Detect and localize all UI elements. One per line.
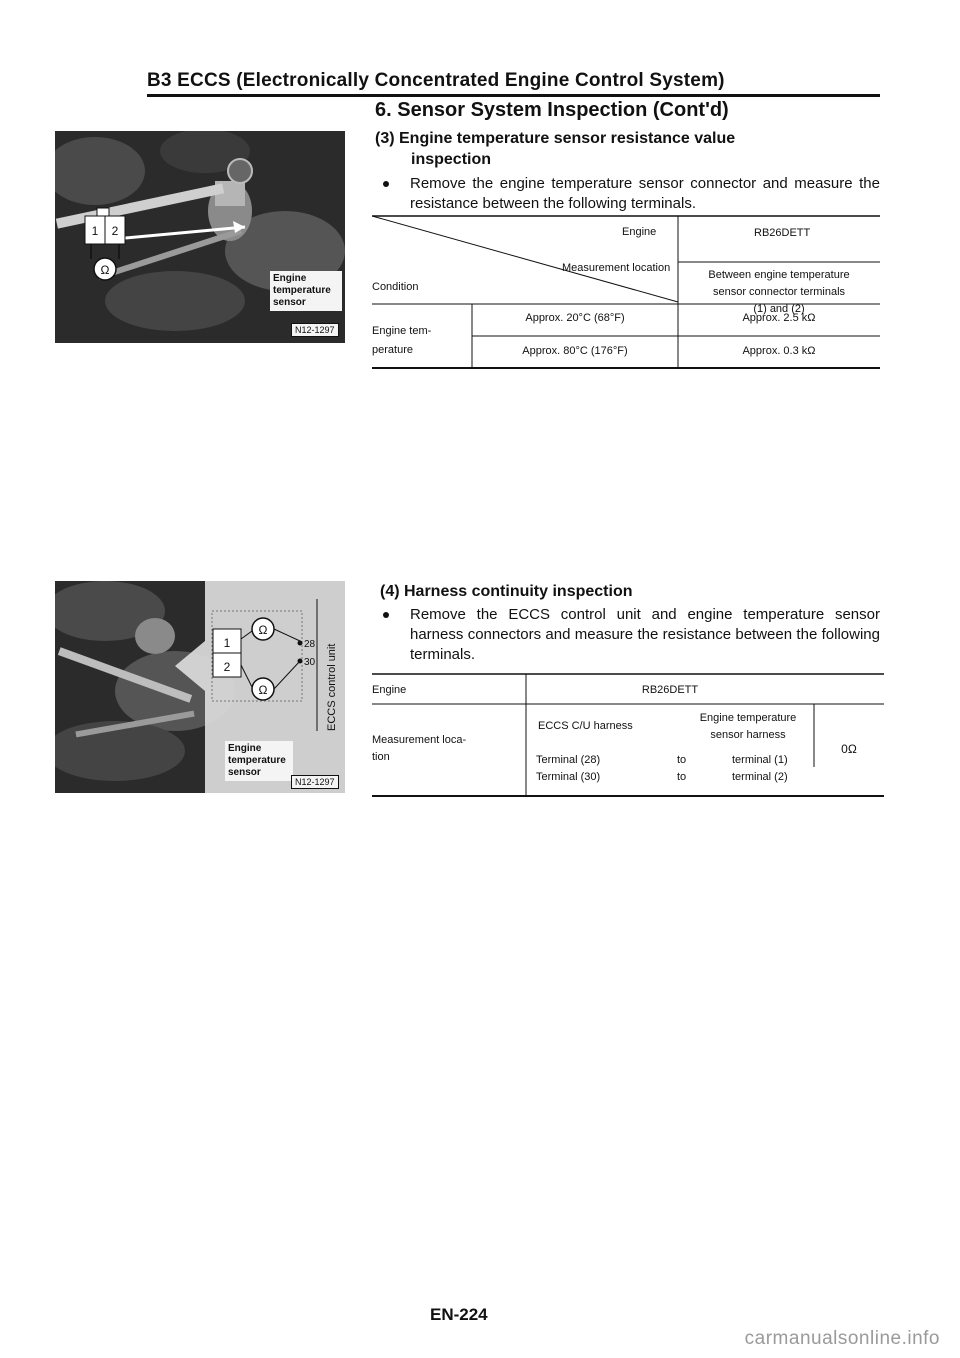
sensor-header-line: sensor harness <box>710 729 786 741</box>
part4-bullet-text: Remove the ECCS control unit and engine temperature sensor harness connectors and measure the resistance between the following terminals. <box>410 606 880 663</box>
part3-spec-table <box>372 214 880 370</box>
part3-heading-line1: (3) Engine temperature sensor resistance value <box>375 130 736 147</box>
connector-pin-2: 2 <box>111 224 119 238</box>
site-watermark: carmanualsonline.info <box>744 1328 940 1349</box>
harness-photo-graphic <box>55 581 345 793</box>
part3-bullet <box>383 174 880 214</box>
corner-condition-label: Condition <box>372 281 419 293</box>
condition-label <box>372 322 431 360</box>
callout-line: sensor <box>273 297 306 308</box>
figure-code: N12-1297 <box>291 775 339 789</box>
continuity-row-2-to: to <box>677 771 687 783</box>
engine-model-value: RB26DETT <box>641 684 699 696</box>
part4-spec-table <box>372 672 884 798</box>
page-number: EN-224 <box>430 1305 488 1324</box>
header-rule <box>147 94 880 97</box>
page-header-title: B3 ECCS (Electronically Concentrated Engine Control System) <box>147 70 725 91</box>
continuity-row-1-dest: terminal (1) <box>732 754 788 766</box>
ohmmeter-icon: Ω <box>258 623 268 637</box>
part3-bullet-text: Remove the engine temperature sensor connector and measure the resistance between the following terminals. <box>410 175 880 212</box>
part4-bullet <box>383 605 880 665</box>
connector-pin-2: 2 <box>223 660 231 674</box>
callout-line: Engine <box>228 743 262 754</box>
ohmmeter-icon: Ω <box>100 263 110 277</box>
engine-sensor-photo <box>55 131 345 343</box>
harness-continuity-photo <box>55 581 345 793</box>
connector-pin-1: 1 <box>223 636 231 650</box>
figure-code: N12-1297 <box>291 323 339 337</box>
continuity-row-1-from: Terminal (28) <box>536 754 601 766</box>
sensor-callout-label <box>225 741 293 781</box>
section-title: 6. Sensor System Inspection (Cont'd) <box>375 99 729 121</box>
ohmmeter-icon: Ω <box>258 683 268 697</box>
continuity-row-2-from: Terminal (30) <box>536 771 601 783</box>
callout-line: temperature <box>273 285 331 296</box>
sensor-harness-header <box>682 710 814 744</box>
resistance-row-2: Approx. 0.3 kΩ <box>742 345 816 357</box>
part4-heading: (4) Harness continuity inspection <box>380 583 633 600</box>
location-value-line: Between engine temperature <box>708 269 850 281</box>
ecu-vertical-label: ECCS control unit <box>326 643 338 731</box>
resistance-row-1: Approx. 2.5 kΩ <box>742 312 816 324</box>
location-label-line: Measurement loca- <box>372 734 467 746</box>
engine-photo-graphic <box>55 131 345 343</box>
continuity-result: 0Ω <box>841 742 857 756</box>
bullet-dot-icon <box>383 612 389 618</box>
harness-header: ECCS C/U harness <box>538 720 633 732</box>
temp-row-1: Approx. 20°C (68°F) <box>525 312 625 324</box>
location-value-line: (1) and (2) <box>753 303 805 315</box>
sensor-callout-label <box>270 271 342 311</box>
sensor-header-line: Engine temperature <box>699 712 797 724</box>
location-label <box>372 732 466 766</box>
callout-line: sensor <box>228 767 261 778</box>
bullet-dot-icon <box>383 181 389 187</box>
continuity-row-1-to: to <box>677 754 687 766</box>
location-value <box>678 267 880 318</box>
ecu-pin-28: 28 <box>304 639 316 650</box>
engine-label: Engine <box>372 684 407 696</box>
engine-model-value: RB26DETT <box>754 227 811 239</box>
temp-row-2: Approx. 80°C (176°F) <box>522 345 628 357</box>
ecu-pin-30: 30 <box>304 657 316 668</box>
continuity-row-2-dest: terminal (2) <box>732 771 788 783</box>
location-label-line: tion <box>372 751 390 763</box>
callout-line: temperature <box>228 755 286 766</box>
corner-engine-label: Engine <box>622 226 657 238</box>
part3-heading <box>375 128 875 170</box>
connector-pin-1: 1 <box>91 224 99 238</box>
part3-heading-line2: inspection <box>411 151 492 168</box>
callout-line: Engine <box>273 273 307 284</box>
condition-label-line: perature <box>372 344 413 356</box>
corner-location-label: Measurement location <box>562 262 671 274</box>
location-value-line: sensor connector terminals <box>712 286 846 298</box>
condition-label-line: Engine tem- <box>372 325 432 337</box>
